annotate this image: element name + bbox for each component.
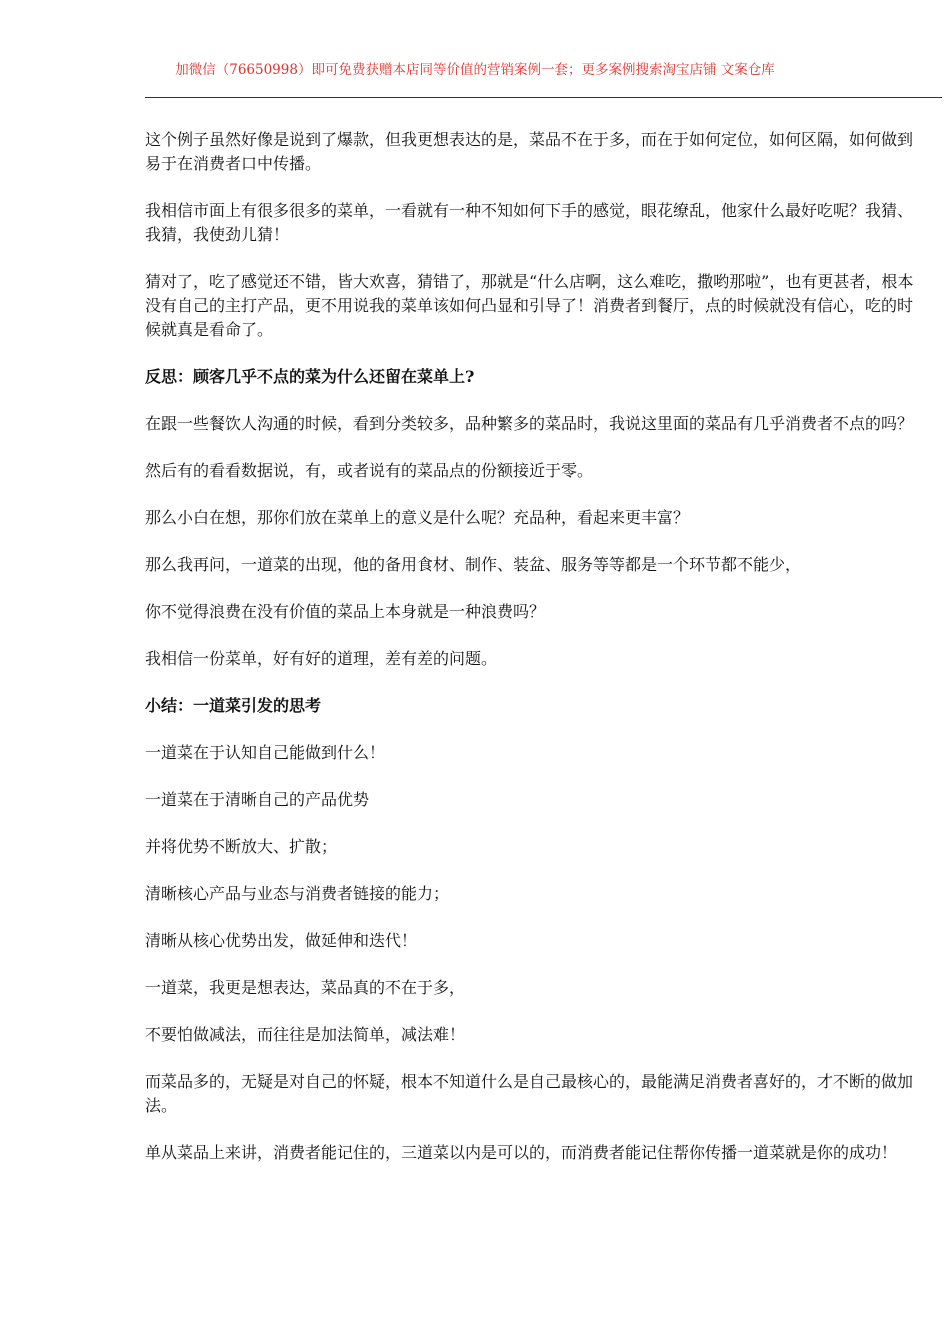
paragraph: 清晰从核心优势出发，做延伸和迭代！ [145, 931, 418, 950]
paragraph: 而菜品多的，无疑是对自己的怀疑，根本不知道什么是自己最核心的，最能满足消费者喜好的，才不断的做加法。 [145, 1072, 914, 1115]
header-divider [145, 97, 942, 98]
document-body [145, 128, 915, 1188]
section-heading: 小结：一道菜引发的思考 [145, 696, 322, 715]
paragraph: 一道菜在于清晰自己的产品优势 [145, 790, 370, 809]
paragraph: 那么我再问，一道菜的出现，他的备用食材、制作、装盆、服务等等都是一个环节都不能少， [145, 555, 802, 574]
page-header-promo: 加微信（76650998）即可免费获赠本店同等价值的营销案例一套；更多案例搜索淘宝店铺 文案仓库 [175, 62, 775, 78]
paragraph: 并将优势不断放大、扩散； [145, 837, 338, 856]
section-heading: 反思：顾客几乎不点的菜为什么还留在菜单上? [145, 367, 475, 386]
paragraph: 一道菜在于认知自己能做到什么！ [145, 743, 386, 762]
paragraph: 清晰核心产品与业态与消费者链接的能力； [145, 884, 450, 903]
paragraph: 一道菜，我更是想表达，菜品真的不在于多， [145, 978, 466, 997]
paragraph: 单从菜品上来讲，消费者能记住的，三道菜以内是可以的，而消费者能记住帮你传播一道菜就是你的成功！ [145, 1143, 898, 1162]
paragraph: 那么小白在想，那你们放在菜单上的意义是什么呢？充品种，看起来更丰富？ [145, 508, 690, 527]
paragraph: 我相信一份菜单，好有好的道理，差有差的问题。 [145, 649, 498, 668]
paragraph: 不要怕做减法，而往往是加法简单，减法难！ [145, 1025, 466, 1044]
paragraph: 猜对了，吃了感觉还不错，皆大欢喜，猜错了，那就是“什么店啊，这么难吃，撒哟那啦”，也有更甚者，根本没有自己的主打产品，更不用说我的菜单该如何凸显和引导了！消费者到餐厅，点的时候就没有信心，吃的时候就真是看命了。 [145, 272, 914, 339]
paragraph: 然后有的看看数据说，有，或者说有的菜品点的份额接近于零。 [145, 461, 594, 480]
paragraph: 这个例子虽然好像是说到了爆款，但我更想表达的是，菜品不在于多，而在于如何定位，如何区隔，如何做到易于在消费者口中传播。 [145, 130, 914, 173]
paragraph: 你不觉得浪费在没有价值的菜品上本身就是一种浪费吗？ [145, 602, 546, 621]
paragraph: 我相信市面上有很多很多的菜单，一看就有一种不知如何下手的感觉，眼花缭乱，他家什么最好吃呢？我猜、我猜，我使劲儿猜！ [145, 201, 914, 244]
paragraph: 在跟一些餐饮人沟通的时候，看到分类较多，品种繁多的菜品时，我说这里面的菜品有几乎消费者不点的吗？ [145, 414, 914, 433]
